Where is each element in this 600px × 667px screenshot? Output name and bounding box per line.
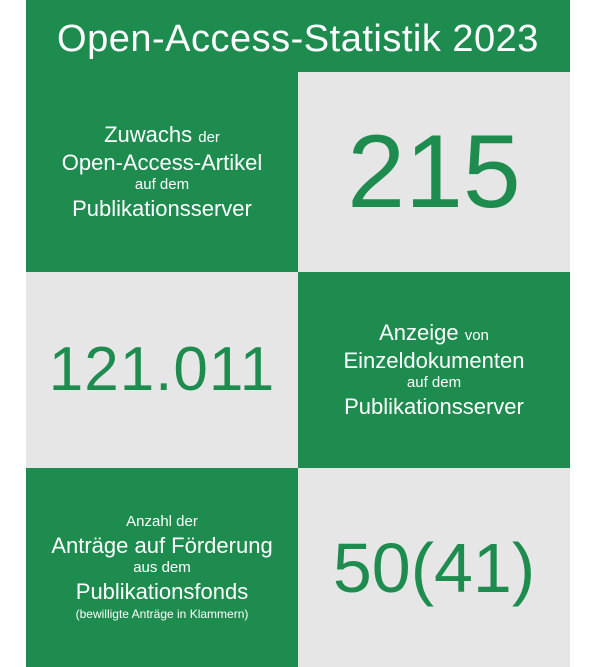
articles-label-line2: Open-Access-Artikel: [61, 149, 263, 175]
articles-label: [62, 121, 263, 222]
applications-label-line1: Anzahl der: [126, 512, 198, 530]
views-label: [343, 319, 524, 420]
articles-label-panel: [26, 72, 298, 272]
applications-label-note: (bewilligte Anträge in Klammern): [75, 607, 249, 622]
articles-label-line3: auf dem: [134, 176, 190, 194]
applications-value-panel: [298, 468, 570, 667]
infographic-poster: [26, 0, 570, 667]
applications-label: [51, 513, 272, 623]
poster-title: Open-Access-Statistik 2023: [57, 18, 539, 60]
applications-label-line2: Anträge auf Förderung: [51, 532, 273, 558]
views-value: 121.011: [48, 335, 276, 404]
applications-value: 50(41): [332, 528, 536, 607]
articles-label-word: Zuwachs: [104, 122, 193, 148]
applications-label-panel: [26, 468, 298, 667]
views-label-panel: [298, 272, 570, 468]
views-label-line3: auf dem: [406, 374, 462, 392]
applications-label-line4: Publikationsfonds: [75, 578, 249, 604]
views-label-line2: Einzeldokumenten: [343, 347, 525, 373]
views-label-suffix: von: [464, 327, 489, 345]
articles-label-suffix: der: [198, 129, 220, 147]
articles-value-panel: [298, 72, 570, 272]
views-label-line1: [343, 319, 524, 347]
articles-label-line1: [62, 121, 263, 149]
articles-label-line4: Publikationsserver: [72, 196, 252, 222]
views-label-word: Anzeige: [379, 320, 459, 346]
articles-value: 215: [347, 114, 521, 230]
views-value-panel: [26, 272, 298, 468]
views-label-line4: Publikationsserver: [344, 394, 524, 420]
applications-label-line3: aus dem: [133, 559, 191, 576]
